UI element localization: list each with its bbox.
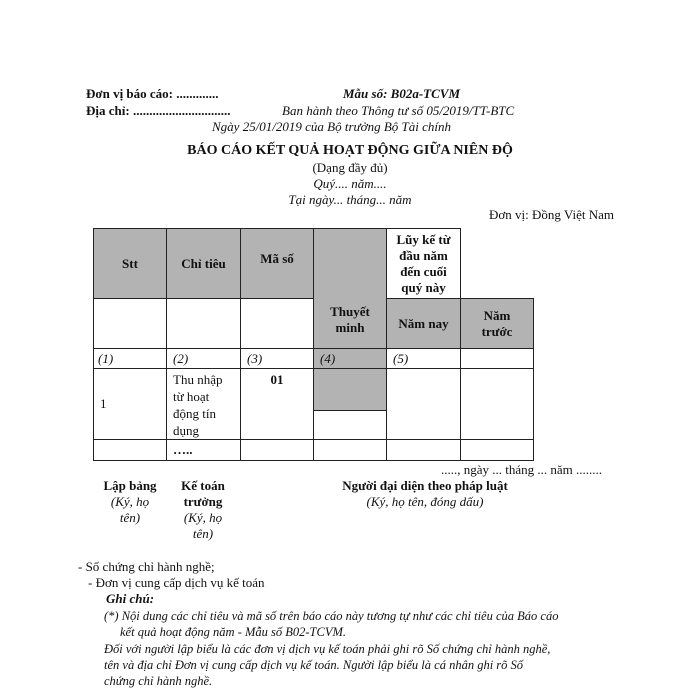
header-blank-chi-tieu <box>167 299 241 349</box>
header-chi-tieu: Chỉ tiêu <box>167 229 241 299</box>
report-title: BÁO CÁO KẾT QUẢ HOẠT ĐỘNG GIỮA NIÊN ĐỘ <box>187 143 513 158</box>
header-nam-truoc-line2: trước <box>481 323 513 339</box>
notes-heading: Ghi chú: <box>106 591 155 606</box>
header-luy-ke-line1: Lũy kế từ <box>396 231 451 247</box>
issued-date: Ngày 25/01/2019 của Bộ trưởng Bộ Tài chính <box>212 119 451 134</box>
row1-name-line3: động tín <box>173 406 216 421</box>
header-blank <box>461 229 534 299</box>
row1-chi-tieu <box>167 369 241 440</box>
row1-ma-so: 01 <box>241 369 314 440</box>
row1-thuyet-minh <box>314 369 387 411</box>
row1-thuyet-minh-blank <box>314 410 387 439</box>
header-luy-ke <box>387 229 461 299</box>
preparer-title: Lập bảng <box>103 478 157 493</box>
row1-name-line1: Thu nhập <box>173 372 223 387</box>
preparer-sign-line1: (Ký, họ <box>110 494 150 509</box>
header-luy-ke-line4: quý này <box>401 279 446 295</box>
note-cert-number: - Số chứng chỉ hành nghề; <box>78 559 215 574</box>
row1-name-line4: dụng <box>173 423 199 438</box>
representative-sign: (Ký, họ tên, đóng dấu) <box>366 494 484 509</box>
sign-date-line: ....., ngày ... tháng ... năm ........ <box>440 462 602 477</box>
row2-ma-so <box>241 440 314 461</box>
row1-nam-nay <box>387 369 461 440</box>
note1-line2: kết quả hoạt động năm - Mẫu số B02-TCVM. <box>120 625 347 639</box>
report-subtitle: (Dạng đầy đủ) <box>312 160 388 175</box>
index-6 <box>461 349 534 369</box>
header-blank-ma-so <box>241 299 314 349</box>
index-1: (1) <box>94 349 167 369</box>
reporting-unit <box>86 86 219 102</box>
preparer-block <box>92 478 168 526</box>
index-5: (5) <box>387 349 461 369</box>
accountant-sign-line1: (Ký, họ <box>183 510 223 525</box>
note2-line2: tên và địa chỉ Đơn vị cung cấp dịch vụ kế toán. Người lập biểu là cá nhân ghi rõ Số <box>104 658 524 672</box>
address-label: Địa chỉ: <box>86 103 130 118</box>
header-luy-ke-line3: đến cuối <box>400 263 447 279</box>
report-period: Quý.... năm.... <box>313 176 387 191</box>
report-table <box>93 228 534 461</box>
index-4: (4) <box>314 349 387 369</box>
accountant-sign-line2: tên) <box>192 526 214 541</box>
note1-line1: (*) Nội dung các chỉ tiêu và mã số trên báo cáo này tương tự như các chỉ tiêu của Báo cáo <box>104 609 559 623</box>
row1-stt: 1 <box>94 369 167 440</box>
accountant-title-line2: trưởng <box>183 494 223 509</box>
address-value: .............................. <box>132 103 231 118</box>
report-date: Tại ngày... tháng... năm <box>288 192 412 207</box>
reporting-unit-label: Đơn vị báo cáo: <box>86 86 174 101</box>
row2-thuyet-minh <box>314 440 387 461</box>
row2-stt <box>94 440 167 461</box>
header-nam-nay: Năm nay <box>387 299 461 349</box>
reporting-unit-value: ............. <box>176 86 219 101</box>
form-number: Mẫu số: B02a-TCVM <box>343 86 461 101</box>
preparer-sign-line2: tên) <box>119 510 141 525</box>
row1-name-line2: từ hoạt <box>173 389 210 404</box>
header-luy-ke-line2: đầu năm <box>399 247 448 263</box>
note2-line3: chứng chỉ hành nghề. <box>104 674 213 688</box>
accountant-block <box>165 478 241 542</box>
header-thuyet-minh <box>314 229 387 349</box>
representative-title: Người đại diện theo pháp luật <box>342 478 508 493</box>
address <box>86 103 230 119</box>
header-blank-stt <box>94 299 167 349</box>
header-ma-so: Mã số <box>241 229 314 299</box>
row1-nam-truoc <box>461 369 534 440</box>
accountant-title-line1: Kế toán <box>181 478 225 493</box>
header-thuyet-minh-line2: minh <box>335 320 365 335</box>
index-2: (2) <box>167 349 241 369</box>
header-nam-truoc <box>461 299 534 349</box>
representative-block <box>300 478 550 510</box>
note-service-provider: - Đơn vị cung cấp dịch vụ kế toán <box>88 575 265 590</box>
index-3: (3) <box>241 349 314 369</box>
row2-nam-nay <box>387 440 461 461</box>
issued-circular: Ban hành theo Thông tư số 05/2019/TT-BTC <box>282 103 515 118</box>
row2-chi-tieu: ….. <box>167 440 241 461</box>
header-thuyet-minh-line1: Thuyết <box>330 304 370 319</box>
header-nam-truoc-line1: Năm <box>483 307 511 323</box>
header-stt: Stt <box>94 229 167 299</box>
row2-nam-truoc <box>461 440 534 461</box>
note2-line1: Đối với người lập biểu là các đơn vị dịch vụ kế toán phải ghi rõ Số chứng chỉ hành nghề, <box>104 642 551 656</box>
currency-unit: Đơn vị: Đồng Việt Nam <box>488 207 614 222</box>
